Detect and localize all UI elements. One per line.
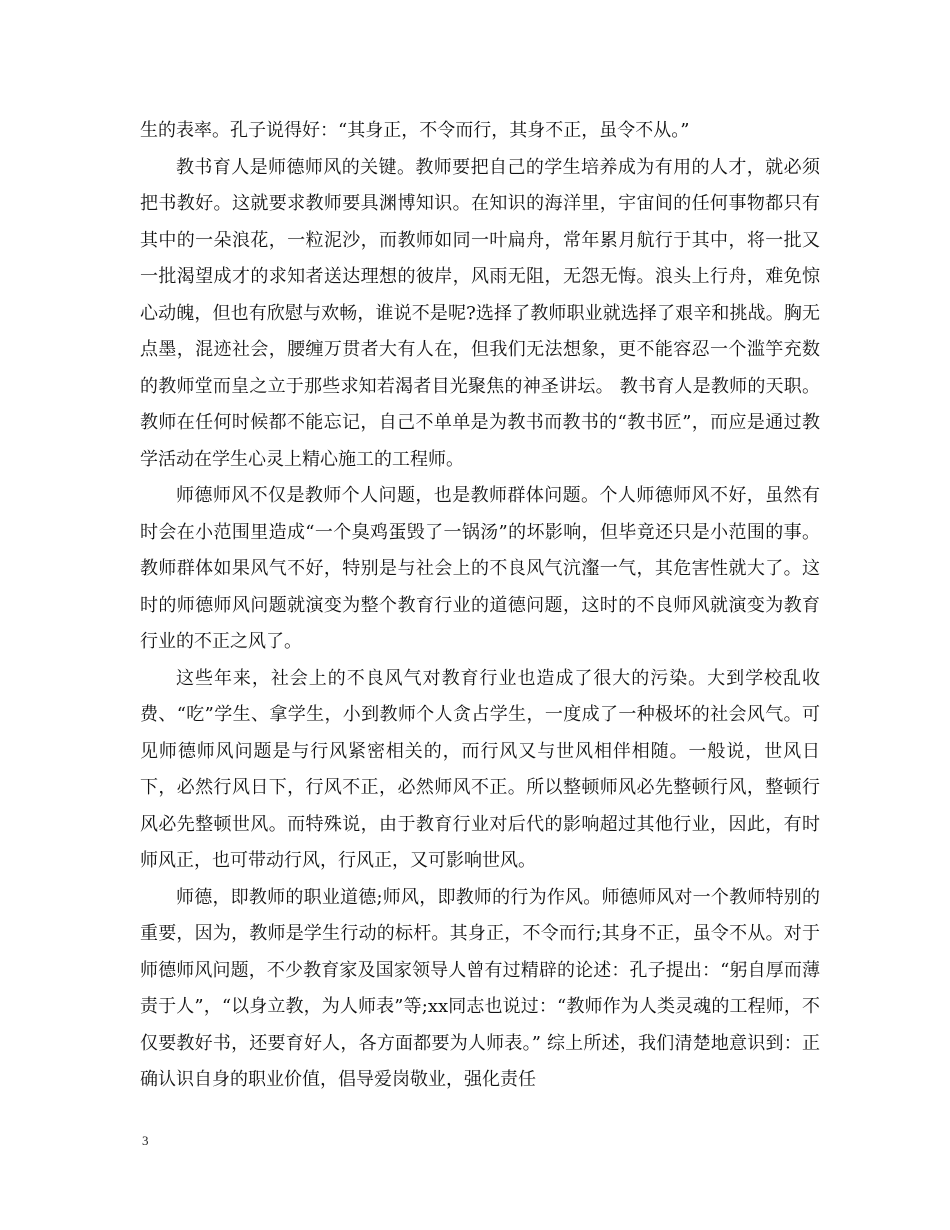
page-number: 3 xyxy=(142,1133,149,1148)
paragraph-1: 生的表率。孔子说得好：“其身正，不令而行，其身不正，虽令不从。” xyxy=(140,120,690,141)
paragraph-4: 这些年来，社会上的不良风气对教育行业也造成了很大的污染。大到学校乱收费、“吃”学生、拿学生，小到教师个人贪占学生，一度成了一种极坏的社会风气。可见师德师风问题是与行风紧密相关的，而行风又与世风相伴相随。一般说，世风日下，必然行风日下，行风不正，必然师风不正。所以整顿师风必先整顿行风，整顿行风必先整顿世风。而特殊说，由于教育行业对后代的影响超过其他行业，因此，有时师风正，也可带动行风，行风正，又可影响世风。 xyxy=(140,667,820,871)
paragraph-5: 师德，即教师的职业道德;师风，即教师的行为作风。师德师风对一个教师特别的重要，因为，教师是学生行动的标杆。其身正，不令而行;其身不正，虽令不从。对于师德师风问题，不少教育家及国家领导人曾有过精辟的论述：孔子提出：“躬自厚而薄责于人”，“以身立教，为人师表”等;xx同志也说过：“教师作为人类灵魂的工程师，不仅要教好书，还要育好人，各方面都要为人师表。” 综上所述，我们清楚地意识到：正确认识自身的职业价值，倡导爱岗敬业，强化责任 xyxy=(140,886,820,1090)
paragraph-2: 教书育人是师德师风的关键。教师要把自己的学生培养成为有用的人才，就必须把书教好。这就要求教师要具渊博知识。在知识的海洋里，宇宙间的任何事物都只有其中的一朵浪花，一粒泥沙，而教师如同一叶扁舟，常年累月航行于其中，将一批又一批渴望成才的求知者送达理想的彼岸，风雨无阻，无怨无悔。浪头上行舟，难免惊心动魄，但也有欣慰与欢畅，谁说不是呢?选择了教师职业就选择了艰辛和挑战。胸无点墨，混迹社会，腰缠万贯者大有人在，但我们无法想象，更不能容忍一个滥竽充数的教师堂而皇之立于那些求知若渴者目光聚焦的神圣讲坛。 教书育人是教师的天职。教师在任何时候都不能忘记，自己不单单是为教书而教书的“教书匠”，而应是通过教学活动在学生心灵上精心施工的工程师。 xyxy=(140,156,820,470)
paragraph-3: 师德师风不仅是教师个人问题，也是教师群体问题。个人师德师风不好，虽然有时会在小范围里造成“一个臭鸡蛋毁了一锅汤”的坏影响，但毕竟还只是小范围的事。教师群体如果风气不好，特别是与社会上的不良风气沆瀣一气，其危害性就大了。这时的师德师风问题就演变为整个教育行业的道德问题，这时的不良师风就演变为教育行业的不正之风了。 xyxy=(140,485,820,652)
body-text xyxy=(140,113,820,1099)
